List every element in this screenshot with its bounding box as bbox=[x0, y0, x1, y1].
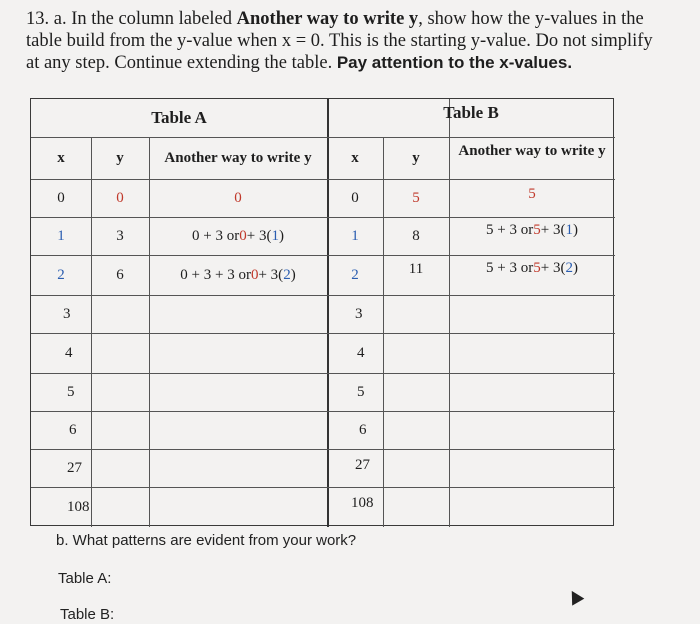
table-a-x-8: 108 bbox=[67, 498, 90, 515]
table-b-x-0: 0 bbox=[351, 189, 359, 206]
tables-grid bbox=[30, 98, 614, 526]
table-b-x-7: 27 bbox=[355, 456, 370, 473]
table-b-x-1: 1 bbox=[351, 227, 359, 244]
table-a-header-x: x bbox=[57, 149, 65, 166]
cursor-arrow-icon bbox=[566, 587, 585, 605]
table-b-x-2: 2 bbox=[351, 266, 359, 283]
table-b-y-1: 8 bbox=[412, 227, 420, 244]
table-b-y-0: 5 bbox=[412, 189, 420, 206]
question-lead: 13. a. In the column labeled bbox=[26, 9, 237, 29]
table-a-x-1: 1 bbox=[57, 227, 65, 244]
table-b-x-4: 4 bbox=[357, 344, 365, 361]
table-a-y-0: 0 bbox=[116, 189, 124, 206]
table-a-x-7: 27 bbox=[67, 459, 82, 476]
table-b-y-2: 11 bbox=[408, 260, 424, 277]
table-a-x-6: 6 bbox=[69, 421, 77, 438]
table-a-x-3: 3 bbox=[63, 305, 71, 322]
table-b-x-5: 5 bbox=[357, 383, 365, 400]
table-a-y-2: 6 bbox=[116, 266, 124, 283]
table-a-title: Table A bbox=[151, 108, 207, 127]
table-b-title: Table B bbox=[443, 103, 499, 122]
table-a-y-1: 3 bbox=[116, 227, 124, 244]
table-b-header-x: x bbox=[351, 149, 359, 166]
table-a-another-1: 0 + 3 or 0 + 3( 1 ) bbox=[192, 227, 284, 244]
table-b-x-6: 6 bbox=[359, 421, 367, 438]
table-a-another-0: 0 bbox=[234, 189, 242, 206]
table-a-header-y: y bbox=[116, 149, 124, 166]
table-b-header-another: Another way to write y bbox=[458, 143, 606, 159]
part-b-table-a-label: Table A: bbox=[58, 570, 112, 587]
table-b-x-3: 3 bbox=[355, 305, 363, 322]
question-text bbox=[26, 8, 666, 74]
table-b-another-1: 5 + 3 or 5 + 3( 1 ) bbox=[486, 221, 578, 238]
table-a-x-4: 4 bbox=[65, 344, 73, 361]
table-a-x-5: 5 bbox=[67, 383, 75, 400]
table-b-x-8: 108 bbox=[351, 494, 374, 511]
table-a-another-2: 0 + 3 + 3 or 0 + 3( 2 ) bbox=[180, 266, 296, 283]
table-b-another-0: 5 bbox=[528, 185, 536, 202]
part-b-prompt: b. What patterns are evident from your work? bbox=[56, 532, 357, 549]
table-a-x-0: 0 bbox=[57, 189, 65, 206]
part-b-table-b-label: Table B: bbox=[60, 606, 115, 623]
question-emphasis: Pay attention to the x-values. bbox=[336, 53, 573, 72]
table-b-header-y: y bbox=[412, 149, 420, 166]
question-body: , show how the y-values in the table build from the y-value when x = 0. This is the starting y-value. Do not simplify at any step. Continue extending the table. bbox=[26, 9, 653, 73]
question-column-name: Another way to write y bbox=[236, 9, 419, 29]
table-a-header-another: Another way to write y bbox=[164, 149, 312, 166]
table-a-x-2: 2 bbox=[57, 266, 65, 283]
table-b-another-2: 5 + 3 or 5 + 3( 2 ) bbox=[486, 259, 578, 276]
